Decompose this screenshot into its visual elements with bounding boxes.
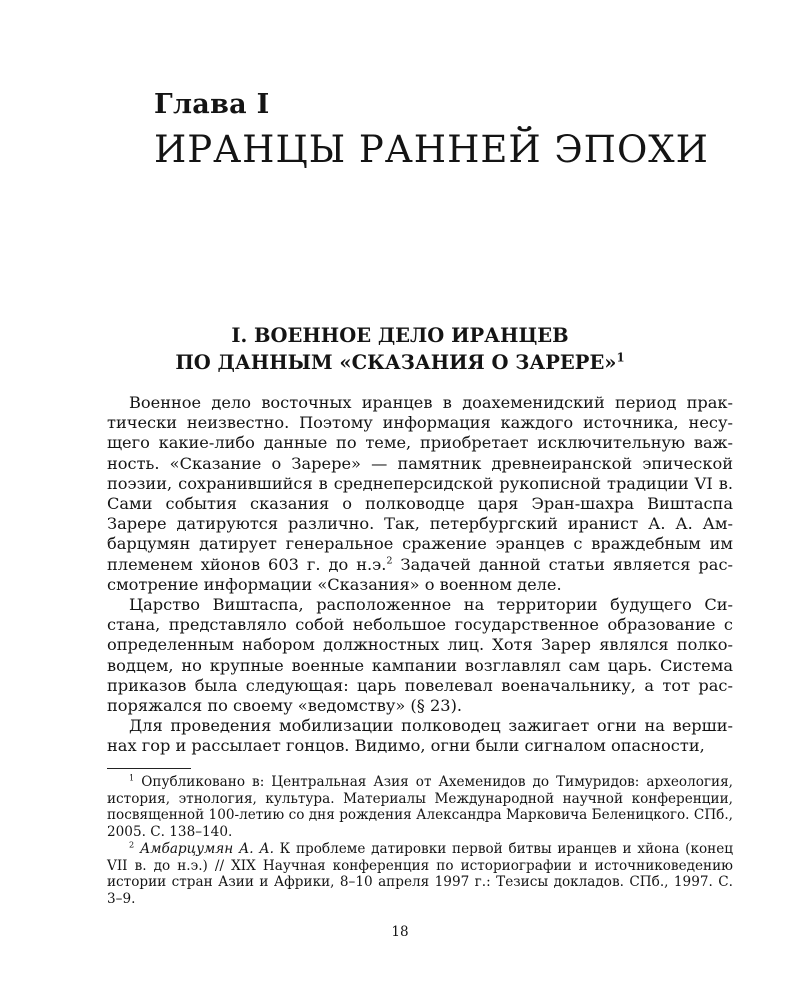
chapter-label: Глава I (154, 89, 270, 120)
footnote-2-mark: 2 (129, 839, 135, 850)
chapter-title: ИРАНЦЫ РАННЕЙ ЭПОХИ (154, 128, 709, 171)
paragraph-1-text-a: Военное дело восточных иранцев в доахеменидский период практически неизвестно. Поэтому информация каждого источника, несущего какие-либо данные по теме, приобретает исключительную важность. «Сказание о Зарере» — памятник древнеиранской эпической поэзии, сохранившийся в среднеперсидской рукописной традиции VI в. Сами события сказания о полководце царя Эран-шахра Виштаспа Зарере датируются различно. Так, петербургский иранист А. А. Амбарцумян датирует генеральное сражение эранцев с враждебным им племенем хйонов 603 г. до н.э. (107, 393, 733, 574)
body-text (107, 393, 733, 757)
footnote-2 (107, 841, 733, 908)
footnote-1 (107, 774, 733, 841)
footnotes (107, 774, 733, 908)
footnote-ref-1: 1 (616, 350, 625, 365)
section-title-line-2-text: ПО ДАННЫМ «СКАЗАНИЯ О ЗАРЕРЕ» (175, 351, 617, 374)
paragraph-1-text-b: Задачей данной статьи является рассмотрение информации «Сказания» о военном деле. (107, 554, 733, 594)
footnote-ref-2: 2 (386, 555, 393, 567)
footnote-1-text: Опубликовано в: Центральная Азия от Ахеменидов до Тимуридов: археология, история, этнология, культура. Материалы Международной научной конференции, посвященной 100-летию со дня рождения Александра Марковича Белeницкого. СПб., 2005. С. 138–140. (107, 774, 733, 841)
footnote-2-text: К проблеме датировки первой битвы иранцев и хйона (конец VII в. до н.э.) // XIX Научная конференция по историографии и источниковедению истории стран Азии и Африки, 8–10 апреля 1997 г.: Тезисы докладов. СПб., 1997. С. 3–9. (107, 840, 733, 907)
section-title (0, 322, 800, 376)
paragraph-3: Для проведения мобилизации полководец зажигает огни на вершинах гор и рассылает гонцов. Видимо, огни были сигналом опасности, (107, 716, 733, 756)
footnote-2-author: Амбарцумян А. А. (139, 840, 274, 857)
section-title-line-1: I. ВОЕННОЕ ДЕЛО ИРАНЦЕВ (231, 324, 569, 347)
paragraph-1 (107, 393, 733, 595)
footnote-1-mark: 1 (129, 772, 135, 783)
page-number: 18 (391, 924, 409, 940)
footnote-divider (107, 768, 191, 769)
section-title-line-2 (0, 349, 800, 376)
paragraph-2: Царство Виштаспа, расположенное на территории будущего Систана, представляло собой небольшое государственное образование с определенным набором должностных лиц. Хотя Зарер являлся полководцем, но крупные военные кампании возглавлял сам царь. Система приказов была следующая: царь повелевал военачальнику, а тот распоряжался по своему «ведомству» (§ 23). (107, 595, 733, 716)
